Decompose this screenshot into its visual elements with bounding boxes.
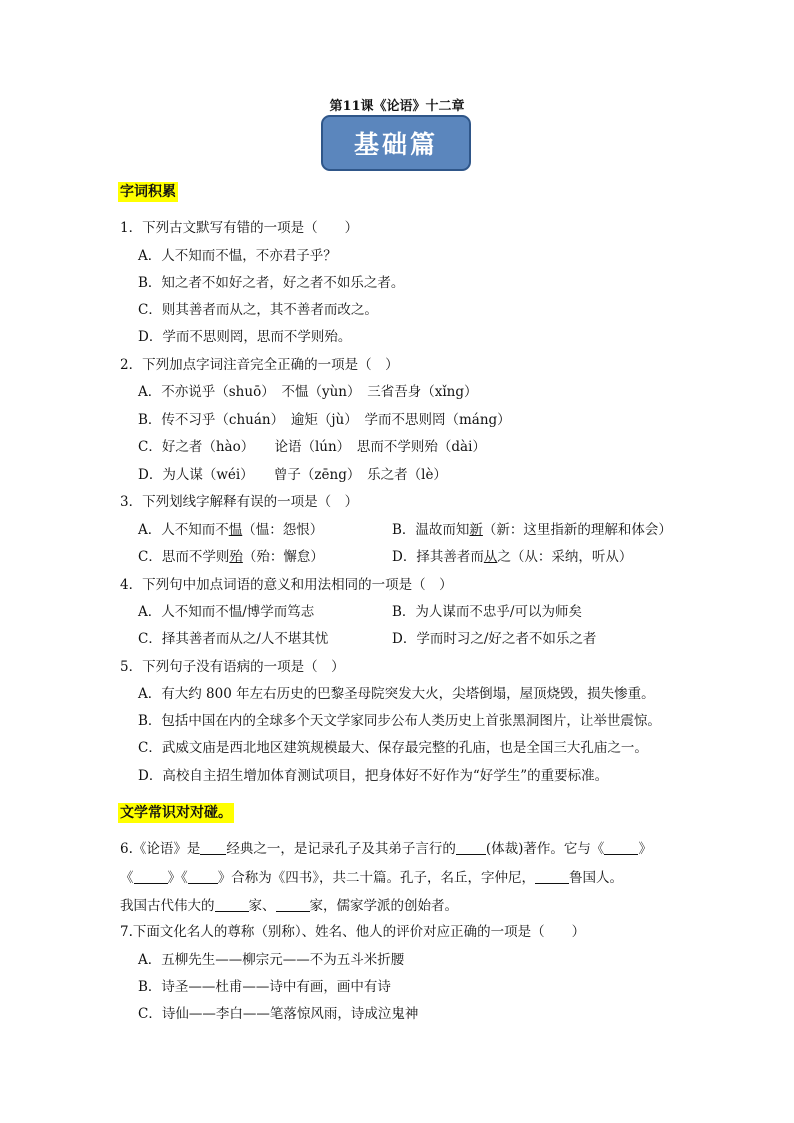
text-segment: 家、 (248, 898, 276, 914)
underlined-word: 愠 (228, 522, 243, 538)
question-6-line-1 (120, 840, 652, 858)
question-3-option-c (138, 548, 324, 566)
answer-blank[interactable] (215, 897, 249, 912)
text-segment: 经典之一，是记录孔子及其弟子言行的 (226, 841, 456, 857)
text-segment: 6.《论语》是 (120, 841, 201, 857)
page-title: 第11课《论语》十二章 (329, 99, 465, 114)
section-heading-vocabulary: 字词积累 (120, 184, 176, 200)
underlined-word: 从 (483, 549, 498, 565)
answer-blank[interactable] (604, 840, 638, 855)
question-3-option-d (392, 548, 632, 566)
underlined-word: 殆 (229, 549, 243, 565)
question-7-option-c: C．诗仙——李白——笔落惊风雨，诗成泣鬼神 (138, 1006, 419, 1022)
option-b-gloss: （新：这里指新的理解和体会） (482, 522, 672, 538)
question-3-option-a (138, 521, 323, 539)
option-d-text: D．择其善者而 (392, 549, 484, 565)
text-segment: 鲁国人。 (569, 870, 623, 886)
answer-blank[interactable] (188, 869, 218, 884)
question-5-option-c: C．武威文庙是西北地区建筑规模最大、保存最完整的孔庙，也是全国三大孔庙之一。 (138, 740, 648, 756)
question-3-stem: 3．下列划线字解释有误的一项是（ ） (120, 494, 359, 510)
question-1-option-b: B．知之者不如好之者，好之者不如乐之者。 (138, 275, 405, 291)
question-4-option-b: B．为人谋而不忠乎/可以为师矣 (392, 604, 582, 620)
text-segment: (体裁)著作。它与《 (485, 841, 605, 857)
question-1-option-a: A．人不知而不愠，不亦君子乎？ (138, 248, 337, 264)
question-6-line-3 (120, 897, 458, 915)
question-2-option-a: A．不亦说乎（shuō） 不愠（yùn） 三省吾身（xǐng） (138, 384, 478, 400)
question-2-option-d: D．为人谋（wéi） 曾子（zēng） 乐之者（lè） (138, 467, 447, 483)
option-b-text: B．温故而知 (392, 522, 470, 538)
option-c-text: C．思而不学则 (138, 549, 230, 565)
question-4-option-c: C．择其善者而从之/人不堪其忧 (138, 631, 329, 647)
text-segment: 《 (120, 870, 134, 886)
question-6-line-2 (120, 869, 623, 887)
question-7-stem: 7.下面文化名人的尊称（别称）、姓名、他人的评价对应正确的一项是（ ） (120, 924, 586, 940)
answer-blank[interactable] (276, 897, 310, 912)
question-4-option-a: A．人不知而不愠/博学而笃志 (138, 604, 315, 620)
question-7-option-b: B．诗圣——杜甫——诗中有画，画中有诗 (138, 979, 391, 995)
option-d-gloss: 之（从：采纳，听从） (497, 549, 633, 565)
option-c-gloss: （殆：懈怠） (242, 549, 324, 565)
answer-blank[interactable] (535, 869, 569, 884)
answer-blank[interactable] (134, 869, 168, 884)
question-1-option-c: C．则其善者而从之，其不善者而改之。 (138, 302, 378, 318)
option-a-text: A．人不知而不 (138, 522, 229, 538)
question-1-stem: 1．下列古文默写有错的一项是（ ） (120, 220, 359, 236)
section-heading-literature: 文学常识对对碰。 (120, 805, 232, 821)
text-segment: 家，儒家学派的创始者。 (309, 898, 458, 914)
question-5-option-a: A．有大约 800 年左右历史的巴黎圣母院突发大火，尖塔倒塌，屋顶烧毁，损失惨重。 (138, 686, 655, 702)
question-2-option-b: B．传不习乎（chuán） 逾矩（jù） 学而不思则罔（máng） (138, 412, 511, 428)
question-5-option-d: D．高校自主招生增加体育测试项目，把身体好不好作为“好学生”的重要标准。 (138, 768, 609, 784)
option-a-gloss: （愠：怨恨） (242, 522, 324, 538)
text-segment: 》合称为《四书》，共二十篇。孔子，名丘，字仲尼， (217, 870, 535, 886)
answer-blank[interactable] (456, 840, 486, 855)
answer-blank[interactable] (200, 840, 226, 855)
text-segment: 》 (638, 841, 652, 857)
underlined-word: 新 (469, 522, 483, 538)
question-5-stem: 5．下列句子没有语病的一项是（ ） (120, 659, 345, 675)
question-3-option-b (392, 521, 672, 539)
question-4-stem: 4．下列句中加点词语的意义和用法相同的一项是（ ） (120, 577, 453, 593)
question-7-option-a: A．五柳先生——柳宗元——不为五斗米折腰 (138, 952, 405, 968)
question-2-stem: 2．下列加点字词注音完全正确的一项是（ ） (120, 357, 399, 373)
question-1-option-d: D．学而不思则罔，思而不学则殆。 (138, 329, 352, 345)
text-segment: 我国古代伟大的 (120, 898, 215, 914)
question-4-option-d: D．学而时习之/好之者不如乐之者 (392, 631, 597, 647)
section-banner: 基础篇 (321, 115, 471, 171)
text-segment: 》《 (167, 870, 188, 886)
question-2-option-c: C．好之者（hào） 论语（lún） 思而不学则殆（dài） (138, 439, 486, 455)
question-5-option-b: B．包括中国在内的全球多个天文学家同步公布人类历史上首张黑洞图片，让举世震惊。 (138, 713, 661, 729)
